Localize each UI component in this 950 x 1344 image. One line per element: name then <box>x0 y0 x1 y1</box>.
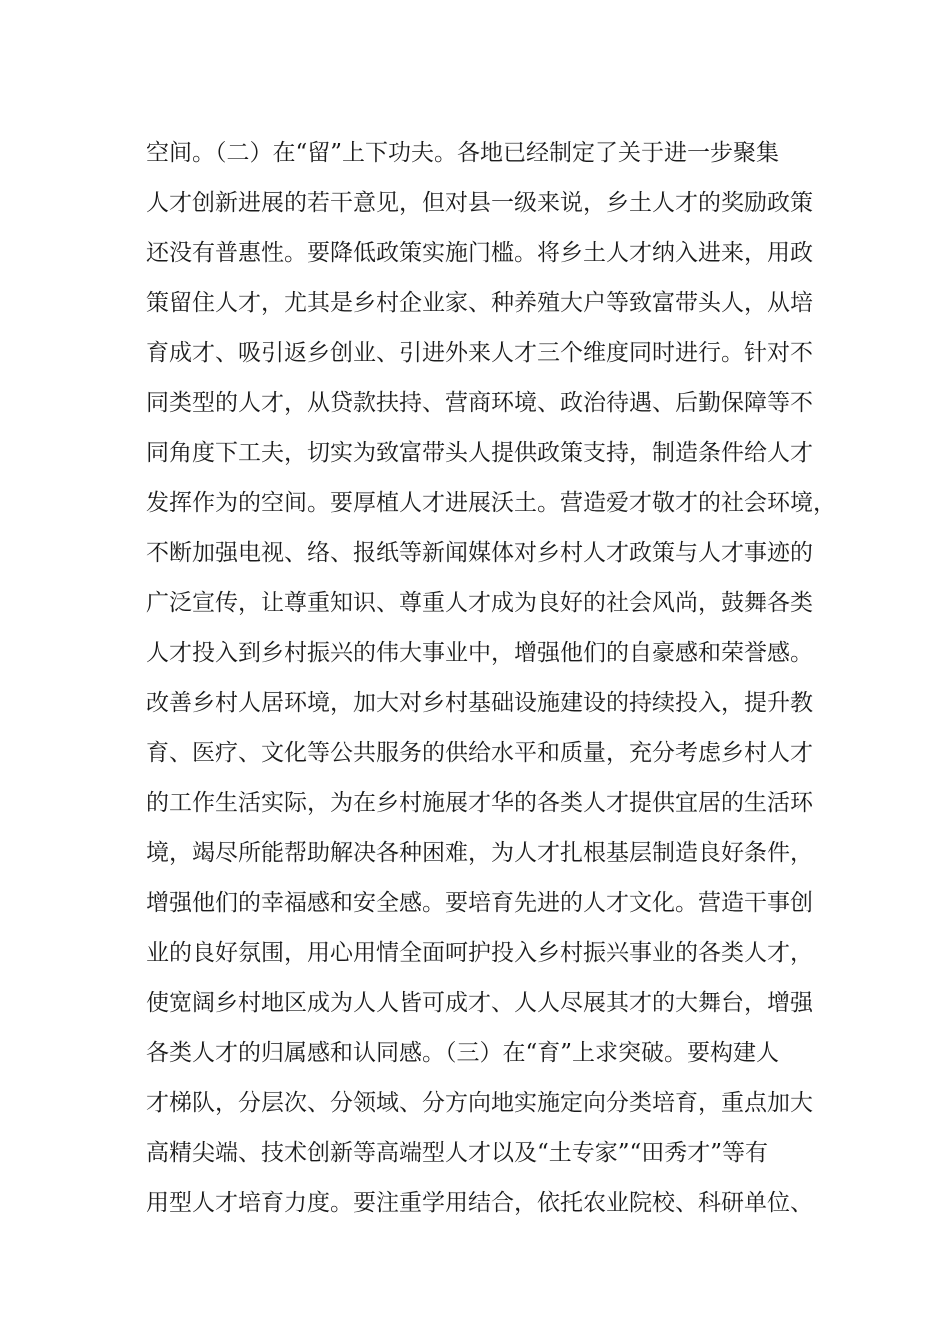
text-line: 策留住人才，尤其是乡村企业家、种养殖大户等致富带头人，从培 <box>146 290 813 316</box>
text-line: 才梯队，分层次、分领域、分方向地实施定向分类培育，重点加大 <box>146 1090 813 1116</box>
text-line: 的工作生活实际，为在乡村施展才华的各类人才提供宜居的生活环 <box>146 790 813 816</box>
text-line: 同角度下工夫，切实为致富带头人提供政策支持，制造条件给人才 <box>146 440 813 466</box>
text-line: 改善乡村人居环境，加大对乡村基础设施建设的持续投入，提升教 <box>146 690 813 716</box>
text-line: 境，竭尽所能帮助解决各种困难，为人才扎根基层制造良好条件， <box>146 840 813 866</box>
text-line: 人才创新进展的若干意见，但对县一级来说，乡土人才的奖励政策 <box>146 190 813 216</box>
text-line: 同类型的人才，从贷款扶持、营商环境、政治待遇、后勤保障等不 <box>146 390 813 416</box>
text-line: 不断加强电视、络、报纸等新闻媒体对乡村人才政策与人才事迹的 <box>146 540 813 566</box>
text-line: 使宽阔乡村地区成为人人皆可成才、人人尽展其才的大舞台，增强 <box>146 990 813 1016</box>
text-line: 增强他们的幸福感和安全感。要培育先进的人才文化。营造干事创 <box>146 890 813 916</box>
text-line: 发挥作为的空间。要厚植人才进展沃土。营造爱才敬才的社会环境， <box>146 490 836 516</box>
text-line: 人才投入到乡村振兴的伟大事业中，增强他们的自豪感和荣誉感。 <box>146 640 813 666</box>
text-line: 业的良好氛围，用心用情全面呵护投入乡村振兴事业的各类人才， <box>146 940 813 966</box>
text-line: 用型人才培育力度。要注重学用结合，依托农业院校、科研单位、 <box>146 1190 813 1216</box>
text-line: 广泛宣传，让尊重知识、尊重人才成为良好的社会风尚，鼓舞各类 <box>146 590 813 616</box>
text-line: 各类人才的归属感和认同感。（三）在“育”上求突破。要构建人 <box>146 1040 780 1066</box>
text-line: 空间。（二）在“留”上下功夫。各地已经制定了关于进一步聚集 <box>146 140 780 166</box>
text-line: 高精尖端、技术创新等高端型人才以及“土专家”“田秀才”等有 <box>146 1140 769 1166</box>
text-line: 育成才、吸引返乡创业、引进外来人才三个维度同时进行。针对不 <box>146 340 813 366</box>
text-line: 还没有普惠性。要降低政策实施门槛。将乡土人才纳入进来，用政 <box>146 240 813 266</box>
text-line: 育、医疗、文化等公共服务的供给水平和质量，充分考虑乡村人才 <box>146 740 813 766</box>
body-text <box>146 128 836 1228</box>
